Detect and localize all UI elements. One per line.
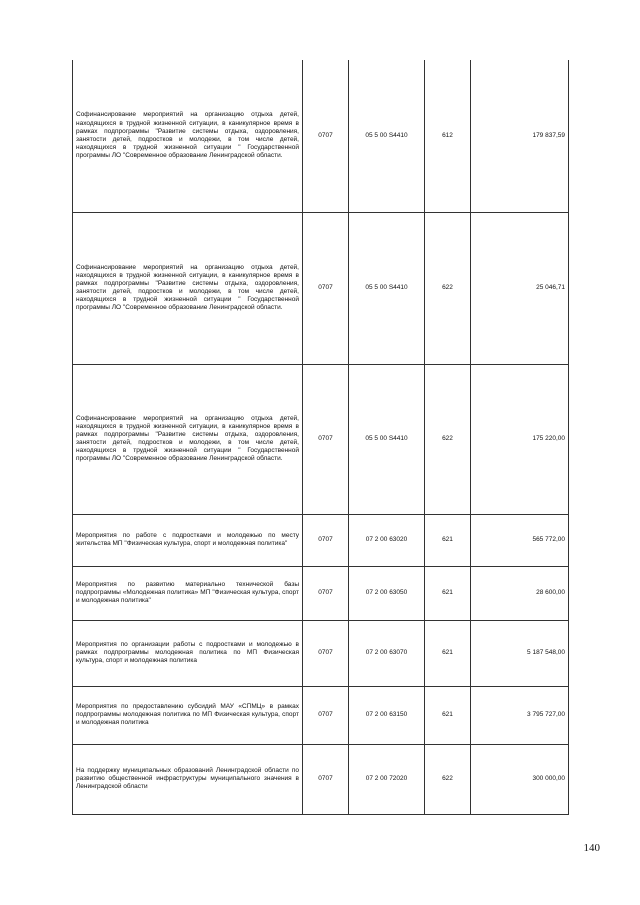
row-description: Мероприятия по развитию материально технической базы подпрограммы «Молодежная политика» МП "Физическая культура, спорт и молодежная политика" [73, 566, 303, 620]
row-amount: 179 837,59 [471, 60, 569, 212]
row-description: На поддержку муниципальных образований Ленинградской области по развитию общественной инфраструктуры муниципального значения в Ленинградской области [73, 744, 303, 814]
row-target-article: 07 2 00 63050 [349, 566, 425, 620]
row-amount: 28 600,00 [471, 566, 569, 620]
row-expense-type: 621 [425, 620, 471, 686]
row-amount: 300 000,00 [471, 744, 569, 814]
row-amount: 5 187 548,00 [471, 620, 569, 686]
row-amount: 565 772,00 [471, 514, 569, 566]
row-amount: 175 220,00 [471, 364, 569, 514]
row-section-code: 0707 [303, 744, 349, 814]
row-expense-type: 622 [425, 364, 471, 514]
row-amount: 3 795 727,00 [471, 686, 569, 744]
row-expense-type: 622 [425, 744, 471, 814]
budget-table [72, 60, 569, 815]
row-target-article: 07 2 00 72020 [349, 744, 425, 814]
row-description: Мероприятия по организации работы с подростками и молодежью в рамках подпрограммы молодежная политика по МП Физическая культура, спорт и молодежная политика [73, 620, 303, 686]
table-row [73, 620, 569, 686]
table-row [73, 60, 569, 212]
row-section-code: 0707 [303, 686, 349, 744]
table-row [73, 686, 569, 744]
row-expense-type: 621 [425, 566, 471, 620]
row-target-article: 05 5 00 S4410 [349, 60, 425, 212]
page-number: 140 [583, 842, 600, 854]
row-target-article: 07 2 00 63020 [349, 514, 425, 566]
row-section-code: 0707 [303, 364, 349, 514]
row-description: Софинансирование мероприятий на организацию отдыха детей, находящихся в трудной жизненной ситуации, в каникулярное время в рамках подпрограммы "Развитие системы отдыха, оздоровления, занятости детей, подростков и молодежи, в том числе детей, находящихся в трудной жизненной ситуации " Государственной программы ЛО "Современное образование Ленинградской области. [73, 364, 303, 514]
row-target-article: 07 2 00 63070 [349, 620, 425, 686]
row-target-article: 05 5 00 S4410 [349, 212, 425, 364]
row-expense-type: 612 [425, 60, 471, 212]
row-section-code: 0707 [303, 620, 349, 686]
row-section-code: 0707 [303, 566, 349, 620]
table-row [73, 364, 569, 514]
table-row [73, 212, 569, 364]
row-description: Мероприятия по предоставлению субсидий МАУ «СПМЦ» в рамках подпрограммы молодежная политика по МП Физическая культура, спорт и молодежная политика [73, 686, 303, 744]
row-expense-type: 621 [425, 686, 471, 744]
row-section-code: 0707 [303, 212, 349, 364]
row-expense-type: 622 [425, 212, 471, 364]
row-description: Софинансирование мероприятий на организацию отдыха детей, находящихся в трудной жизненной ситуации, в каникулярное время в рамках подпрограммы "Развитие системы отдыха, оздоровления, занятости детей, подростков и молодежи, в том числе детей, находящихся в трудной жизненной ситуации " Государственной программы ЛО "Современное образование Ленинградской области. [73, 212, 303, 364]
row-section-code: 0707 [303, 60, 349, 212]
row-amount: 25 046,71 [471, 212, 569, 364]
table-row [73, 514, 569, 566]
row-target-article: 05 5 00 S4410 [349, 364, 425, 514]
row-target-article: 07 2 00 63150 [349, 686, 425, 744]
row-expense-type: 621 [425, 514, 471, 566]
row-description: Софинансирование мероприятий на организацию отдыха детей, находящихся в трудной жизненной ситуации, в каникулярное время в рамках подпрограммы "Развитие системы отдыха, оздоровления, занятости детей, подростков и молодежи, в том числе детей, находящихся в трудной жизненной ситуации " Государственной программы ЛО "Современное образование Ленинградской области. [73, 60, 303, 212]
row-section-code: 0707 [303, 514, 349, 566]
table-row [73, 566, 569, 620]
table-row [73, 744, 569, 814]
row-description: Мероприятия по работе с подростками и молодежью по месту жительства МП "Физическая культура, спорт и молодежная политика" [73, 514, 303, 566]
